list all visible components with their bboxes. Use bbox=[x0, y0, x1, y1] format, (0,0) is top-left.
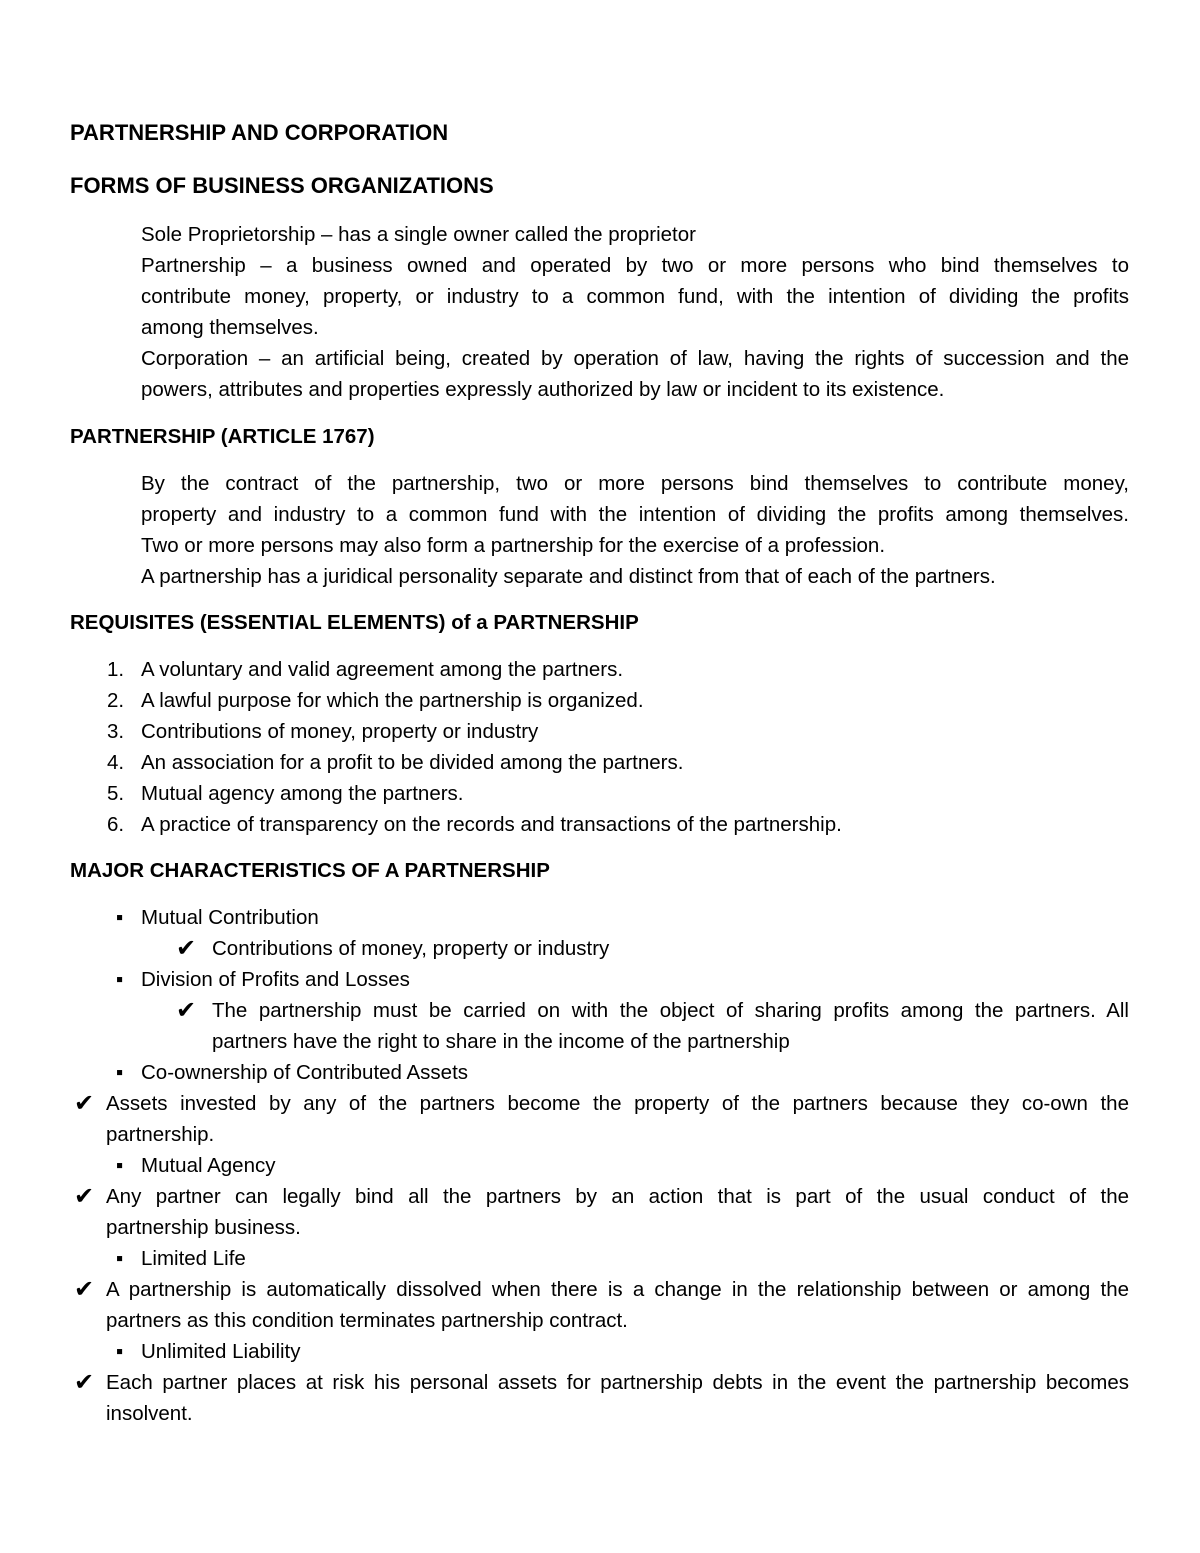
list-number: 5. bbox=[107, 782, 125, 805]
square-bullet-icon: ▪ bbox=[116, 1061, 124, 1084]
checkmark-icon: ✔ bbox=[176, 996, 197, 1024]
article-line: Two or more persons may also form a partnership for the exercise of a profession. bbox=[141, 534, 886, 557]
forms-heading: FORMS OF BUSINESS ORGANIZATIONS bbox=[70, 173, 494, 198]
square-bullet-icon: ▪ bbox=[116, 1154, 124, 1177]
checkmark-icon: ✔ bbox=[74, 1368, 95, 1396]
list-item: A lawful purpose for which the partnership is organized. bbox=[141, 689, 644, 712]
forms-line: Partnership – a business owned and operated by two or more persons who bind themselves to bbox=[141, 254, 1129, 277]
requisites-heading: REQUISITES (ESSENTIAL ELEMENTS) of a PARTNERSHIP bbox=[70, 611, 639, 634]
square-bullet-icon: ▪ bbox=[116, 906, 124, 929]
forms-line: powers, attributes and properties expressly authorized by law or incident to its existence. bbox=[141, 378, 945, 401]
forms-line: Sole Proprietorship – has a single owner called the proprietor bbox=[141, 223, 696, 246]
forms-line: contribute money, property, or industry to a common fund, with the intention of dividing the profits bbox=[141, 285, 1129, 308]
characteristic-item: Unlimited Liability bbox=[141, 1340, 301, 1363]
characteristic-item: Co-ownership of Contributed Assets bbox=[141, 1061, 469, 1084]
forms-line: among themselves. bbox=[141, 316, 319, 339]
forms-line: Corporation – an artificial being, created by operation of law, having the rights of succession and the bbox=[141, 347, 1129, 370]
checkmark-icon: ✔ bbox=[74, 1182, 95, 1210]
article-heading: PARTNERSHIP (ARTICLE 1767) bbox=[70, 425, 375, 448]
characteristic-item: Mutual Contribution bbox=[141, 906, 319, 929]
characteristic-detail: A partnership is automatically dissolved when there is a change in the relationship between or among the bbox=[106, 1278, 1129, 1301]
article-line: By the contract of the partnership, two or more persons bind themselves to contribute money, bbox=[141, 472, 1129, 495]
list-number: 4. bbox=[107, 751, 125, 774]
characteristic-detail: insolvent. bbox=[106, 1402, 193, 1425]
checkmark-icon: ✔ bbox=[74, 1275, 95, 1303]
characteristics-heading: MAJOR CHARACTERISTICS OF A PARTNERSHIP bbox=[70, 859, 550, 882]
list-number: 2. bbox=[107, 689, 125, 712]
characteristic-detail: Assets invested by any of the partners become the property of the partners because they co-own the bbox=[106, 1092, 1129, 1115]
square-bullet-icon: ▪ bbox=[116, 1340, 124, 1363]
characteristic-item: Division of Profits and Losses bbox=[141, 968, 410, 991]
article-line: property and industry to a common fund with the intention of dividing the profits among themselves. bbox=[141, 503, 1129, 526]
list-number: 3. bbox=[107, 720, 125, 743]
characteristic-detail: partners as this condition terminates partnership contract. bbox=[106, 1309, 628, 1332]
list-item: A voluntary and valid agreement among the partners. bbox=[141, 658, 624, 681]
list-item: Mutual agency among the partners. bbox=[141, 782, 464, 805]
checkmark-icon: ✔ bbox=[176, 934, 197, 962]
characteristic-detail: partners have the right to share in the income of the partnership bbox=[212, 1030, 790, 1053]
characteristic-detail: Each partner places at risk his personal assets for partnership debts in the event the partnership becomes bbox=[106, 1371, 1129, 1394]
square-bullet-icon: ▪ bbox=[116, 968, 124, 991]
characteristic-item: Mutual Agency bbox=[141, 1154, 276, 1177]
list-number: 1. bbox=[107, 658, 125, 681]
characteristic-detail: Any partner can legally bind all the partners by an action that is part of the usual conduct of the bbox=[106, 1185, 1129, 1208]
square-bullet-icon: ▪ bbox=[116, 1247, 124, 1270]
list-item: Contributions of money, property or industry bbox=[141, 720, 539, 743]
characteristic-detail: Contributions of money, property or industry bbox=[212, 937, 610, 960]
list-item: A practice of transparency on the records and transactions of the partnership. bbox=[141, 813, 842, 836]
checkmark-icon: ✔ bbox=[74, 1089, 95, 1117]
list-number: 6. bbox=[107, 813, 125, 836]
characteristic-detail: partnership business. bbox=[106, 1216, 301, 1239]
characteristic-detail: partnership. bbox=[106, 1123, 215, 1146]
characteristic-detail: The partnership must be carried on with the object of sharing profits among the partners. All bbox=[212, 999, 1129, 1022]
document-title: PARTNERSHIP AND CORPORATION bbox=[70, 120, 449, 145]
characteristic-item: Limited Life bbox=[141, 1247, 246, 1270]
article-line: A partnership has a juridical personality separate and distinct from that of each of the partners. bbox=[141, 565, 996, 588]
list-item: An association for a profit to be divided among the partners. bbox=[141, 751, 684, 774]
